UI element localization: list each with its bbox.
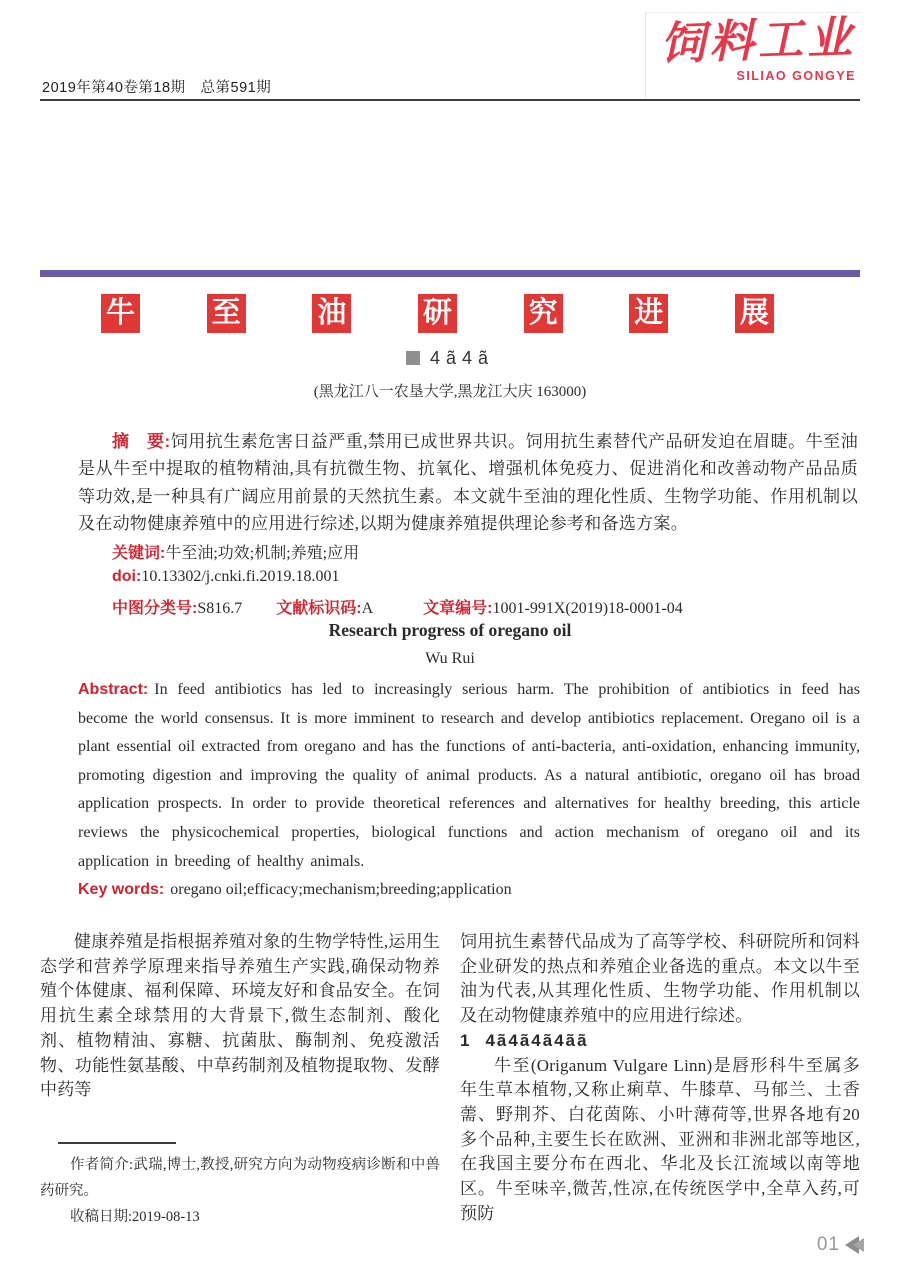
title-char: 究 (524, 294, 563, 333)
keywords-en (78, 876, 860, 905)
author-line (0, 348, 900, 369)
article-title (101, 294, 774, 333)
doi-line (112, 568, 340, 586)
issue-info: 2019年第40卷第18期 总第591期 (42, 80, 272, 96)
author-square-icon (406, 351, 420, 365)
title-char: 研 (418, 294, 457, 333)
received-date: 收稿日期:2019-08-13 (70, 1209, 200, 1225)
title-char: 至 (207, 294, 246, 333)
author-bio: 作者简介:武瑞,博士,教授,研究方向为动物疫病诊断和中兽药研究。 (40, 1157, 440, 1199)
section-heading (460, 1029, 860, 1054)
body-paragraph: 牛至(Origanum Vulgare Linn)是唇形科牛至属多年生草本植物,又称止痢草、牛膝草、马郁兰、土香薷、野荆芥、白花茵陈、小叶薄荷等,世界各地有20多个品种,主要生长在欧洲、亚洲和非洲北部等地区,在我国主要分布在西北、华北及长江流域以南等地区。牛至味辛,微苦,性凉,在传统医学中,全草入药,可预防 (460, 1055, 860, 1223)
page-number-block (817, 1234, 864, 1256)
doc-code-value: A (361, 600, 374, 617)
keywords-en-label: Key words: (78, 881, 165, 899)
page-number: 01 (816, 1234, 840, 1255)
body-paragraph: 饲用抗生素替代品成为了高等学校、科研院所和饲料企业研发的热点和养殖企业备选的重点。本文以牛至油为代表,从其理化性质、生物学功能、作用机制以及在动物健康养殖中的应用进行综述。 (460, 932, 860, 1026)
title-accent-bar (40, 270, 860, 277)
author-en: Wu Rui (425, 650, 475, 667)
title-en: Research progress of oregano oil (328, 620, 572, 640)
footnote (40, 1142, 440, 1230)
abstract-cn-text: 饲用抗生素危害日益严重,禁用已成世界共识。饲用抗生素替代产品研发迫在眉睫。牛至油是从牛至中提取的植物精油,具有抗微生物、抗氧化、增强机体免疫力、促进消化和改善动物产品品质等功效,是一种具有广阔应用前景的天然抗生素。本文就牛至油的理化性质、生物学功能、作用机制以及在动物健康养殖中的应用进行综述,以期为健康养殖提供理论参考和备选方案。 (78, 432, 858, 534)
section-title: 4ã4ã4ã4ãã (485, 1030, 589, 1050)
keywords-en-text: oregano oil;efficacy;mechanism;breeding;application (170, 881, 512, 899)
keywords-cn (112, 540, 359, 563)
affiliation: (黑龙江八一农垦大学,黑龙江大庆 163000) (313, 384, 587, 400)
clc-value: S816.7 (197, 600, 243, 617)
article-id-value: 1001-991X(2019)18-0001-04 (492, 600, 683, 617)
abstract-en-text: In feed antibiotics has led to increasingly serious harm. The prohibition of antibiotics in feed has become the world consensus. It is more imminent to research and develop antibiotics replacement. Oregano oil is a plant essential oil extracted from oregano and has the functions of anti-bacteria, anti-oxidation, enhancing immunity, promoting digestion and improving the quality of animal products. As a natural antibiotic, oregano oil has broad application prospects. In order to provide theoretical references and alternatives for healthy breeding, this article reviews the physicochemical properties, biological functions and action mechanism of oregano oil and its application in breeding of healthy animals. (78, 681, 860, 870)
clc-pair (112, 595, 242, 618)
doc-code-pair (276, 595, 373, 618)
abstract-en (78, 676, 860, 876)
title-char: 油 (312, 294, 351, 333)
clc-label: 中图分类号: (112, 600, 198, 617)
keywords-cn-text: 牛至油;功效;机制;养殖;应用 (165, 545, 360, 562)
meta-en-block (78, 676, 860, 905)
abstract-cn-label: 摘 要: (112, 432, 171, 451)
author-name: 4ã4ã (429, 348, 495, 368)
journal-logo (645, 12, 860, 98)
body-column-left (40, 930, 440, 1103)
article-id-pair (423, 595, 683, 618)
footnote-divider (58, 1142, 176, 1144)
abstract-en-label: Abstract: (78, 681, 149, 698)
triangle-icon (853, 1238, 864, 1252)
header-divider (40, 99, 860, 101)
rewind-triangles-icon (845, 1236, 864, 1254)
journal-logo-subtitle: SILIAO GONGYE (736, 69, 856, 83)
article-id-label: 文章编号: (423, 600, 493, 617)
title-char: 展 (735, 294, 774, 333)
doi-value: 10.13302/j.cnki.fi.2019.18.001 (141, 568, 340, 585)
keywords-cn-label: 关键词: (112, 545, 166, 562)
doi-label: doi: (112, 568, 142, 585)
journal-logo-title: 饲料工业 (659, 12, 857, 70)
section-number: 1 (460, 1030, 470, 1050)
title-char: 进 (629, 294, 668, 333)
abstract-cn (78, 428, 858, 538)
title-char: 牛 (101, 294, 140, 333)
classification-line (112, 595, 683, 618)
body-paragraph: 健康养殖是指根据养殖对象的生物学特性,运用生态学和营养学原理来指导养殖生产实践,确保动物养殖个体健康、福利保障、环境友好和食品安全。在饲用抗生素全球禁用的大背景下,微生态制剂、酸化剂、植物精油、寡糖、抗菌肽、酶制剂、免疫激活物、功能性氨基酸、中草药制剂及植物提取物、发酵中药等 (40, 932, 440, 1100)
body-column-right (460, 930, 860, 1226)
doc-code-label: 文献标识码: (276, 600, 362, 617)
